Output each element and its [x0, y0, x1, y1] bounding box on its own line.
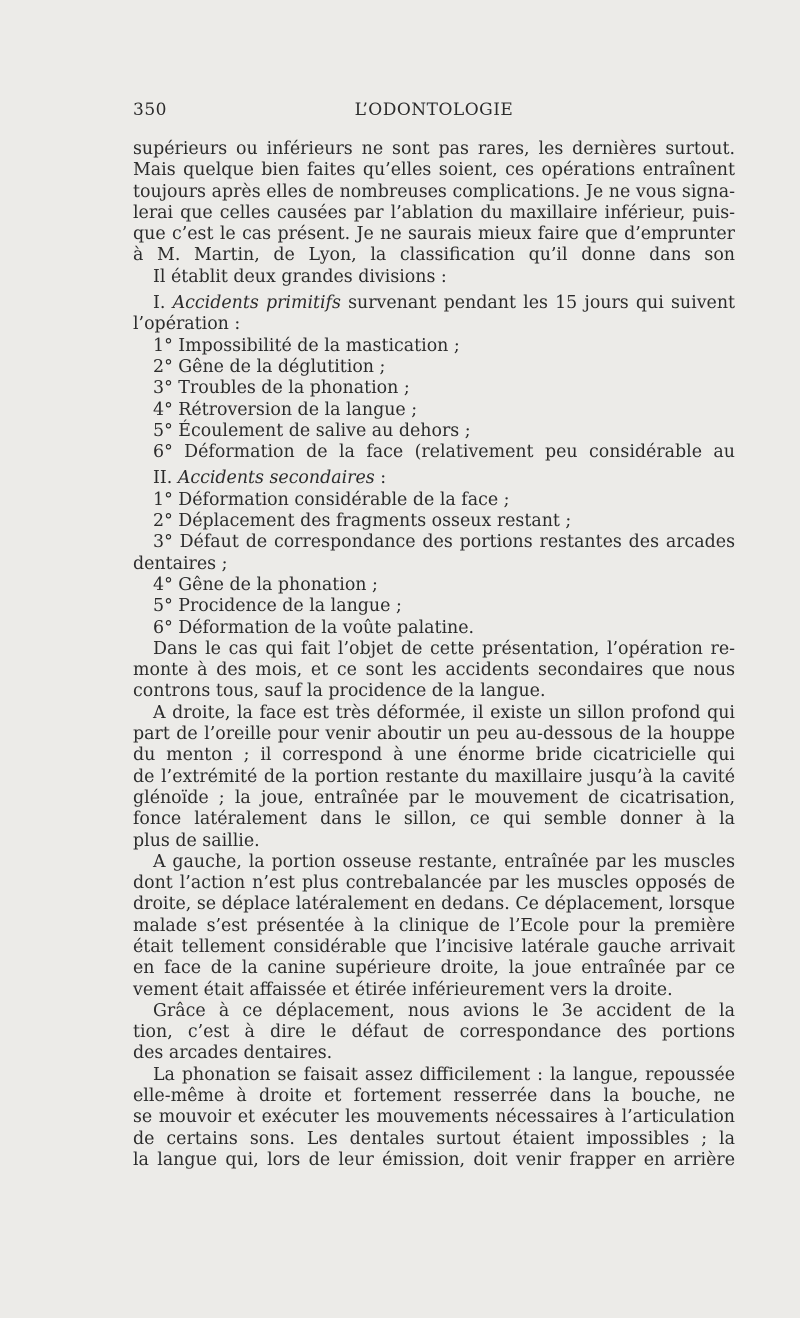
list-item: 6° Déformation de la face (relativement peu considérable au	[153, 442, 735, 463]
text-line: elle-même à droite et fortement resserrée dans la bouche, ne	[133, 1086, 735, 1107]
list-item: 4° Rétroversion de la langue ;	[153, 399, 418, 420]
list-item: 2° Déplacement des fragments osseux restant ;	[153, 511, 572, 532]
text-line: monte à des mois, et ce sont les accidents secondaires que nous	[133, 660, 735, 681]
section-numeral: I.	[153, 293, 166, 314]
page-number: 350	[133, 100, 167, 120]
section-title: Accidents secondaires	[177, 468, 375, 489]
text-line: Mais quelque bien faites qu’elles soient, ces opérations entraînent	[133, 160, 735, 181]
body-text	[133, 139, 735, 1171]
text-line: La phonation se faisait assez difficilement : la langue, repoussée	[153, 1064, 735, 1085]
text-line: se mouvoir et exécuter les mouvements nécessaires à l’articulation	[133, 1107, 735, 1128]
text-line: A droite, la face est très déformée, il existe un sillon profond qui	[153, 702, 735, 723]
section-heading-rest: survenant pendant les 15 jours qui suivent	[340, 293, 735, 314]
text-line: A gauche, la portion osseuse restante, entraînée par les muscles	[153, 851, 735, 872]
text-line: Il établit deux grandes divisions :	[153, 266, 447, 287]
text-line: part de l’oreille pour venir aboutir un peu au-dessous de la houppe	[133, 724, 735, 745]
text-line: de l’extrémité de la portion restante du maxillaire jusqu’à la cavité	[133, 766, 735, 787]
text-line: était tellement considérable que l’incisive latérale gauche arrivait	[133, 936, 735, 957]
text-line: Grâce à ce déplacement, nous avions le 3e accident de la	[153, 1000, 735, 1021]
text-line: dont l’action n’est plus contrebalancée par les muscles opposés de	[133, 873, 735, 894]
section-numeral: II.	[153, 468, 173, 489]
list-item: 1° Impossibilité de la mastication ;	[153, 335, 460, 356]
section-title: Accidents primitifs	[172, 293, 341, 314]
text-line: vement était affaissée et étirée inférieurement vers la droite.	[133, 979, 673, 1000]
list-item: 4° Gêne de la phonation ;	[153, 574, 378, 595]
text-line: plus de saillie.	[133, 830, 260, 851]
text-line: à M. Martin, de Lyon, la classification qu’il donne dans son	[133, 245, 735, 266]
list-item: dentaires ;	[133, 553, 228, 574]
text-line: en face de la canine supérieure droite, la joue entraînée par ce	[133, 958, 735, 979]
text-line: controns tous, sauf la procidence de la langue.	[133, 681, 546, 702]
section-heading-rest: :	[374, 468, 387, 489]
text-line: toujours après elles de nombreuses complications. Je ne vous signa-	[133, 181, 735, 202]
section-heading-primary	[133, 293, 735, 314]
list-item: 2° Gêne de la déglutition ;	[153, 356, 386, 377]
text-line: des arcades dentaires.	[133, 1043, 333, 1064]
running-title: L’ODONTOLOGIE	[354, 100, 514, 120]
list-item: 3° Troubles de la phonation ;	[153, 378, 410, 399]
text-line: de certains sons. Les dentales surtout étaient impossibles ; la	[133, 1128, 735, 1149]
list-item: 3° Défaut de correspondance des portions restantes des arcades	[153, 532, 735, 553]
text-line: malade s’est présentée à la clinique de l’Ecole pour la première	[133, 915, 735, 936]
section-heading-secondary	[133, 468, 735, 489]
text-line: l’opération :	[133, 314, 241, 335]
text-line: supérieurs ou inférieurs ne sont pas rares, les dernières surtout.	[133, 139, 735, 159]
text-line: que c’est le cas présent. Je ne saurais mieux faire que d’emprunter	[133, 224, 735, 245]
text-line: du menton ; il correspond à une énorme bride cicatricielle qui	[133, 745, 735, 766]
text-line: droite, se déplace latéralement en dedans. Ce déplacement, lorsque	[133, 894, 735, 915]
list-item: 5° Écoulement de salive au dehors ;	[153, 420, 471, 441]
list-item: 5° Procidence de la langue ;	[153, 596, 402, 617]
list-item: 1° Déformation considérable de la face ;	[153, 489, 510, 510]
text-line: fonce latéralement dans le sillon, ce qui semble donner à la	[133, 809, 735, 830]
text-line: lerai que celles causées par l’ablation du maxillaire inférieur, puis-	[133, 202, 735, 223]
text-line: Dans le cas qui fait l’objet de cette présentation, l’opération re-	[153, 638, 735, 659]
page-header	[133, 100, 735, 126]
list-item: 6° Déformation de la voûte palatine.	[153, 617, 475, 638]
text-line: glénoïde ; la joue, entraînée par le mouvement de cicatrisation,	[133, 787, 735, 808]
text-line: la langue qui, lors de leur émission, doit venir frapper en arrière	[133, 1149, 735, 1170]
text-line: tion, c’est à dire le défaut de correspondance des portions	[133, 1022, 735, 1043]
